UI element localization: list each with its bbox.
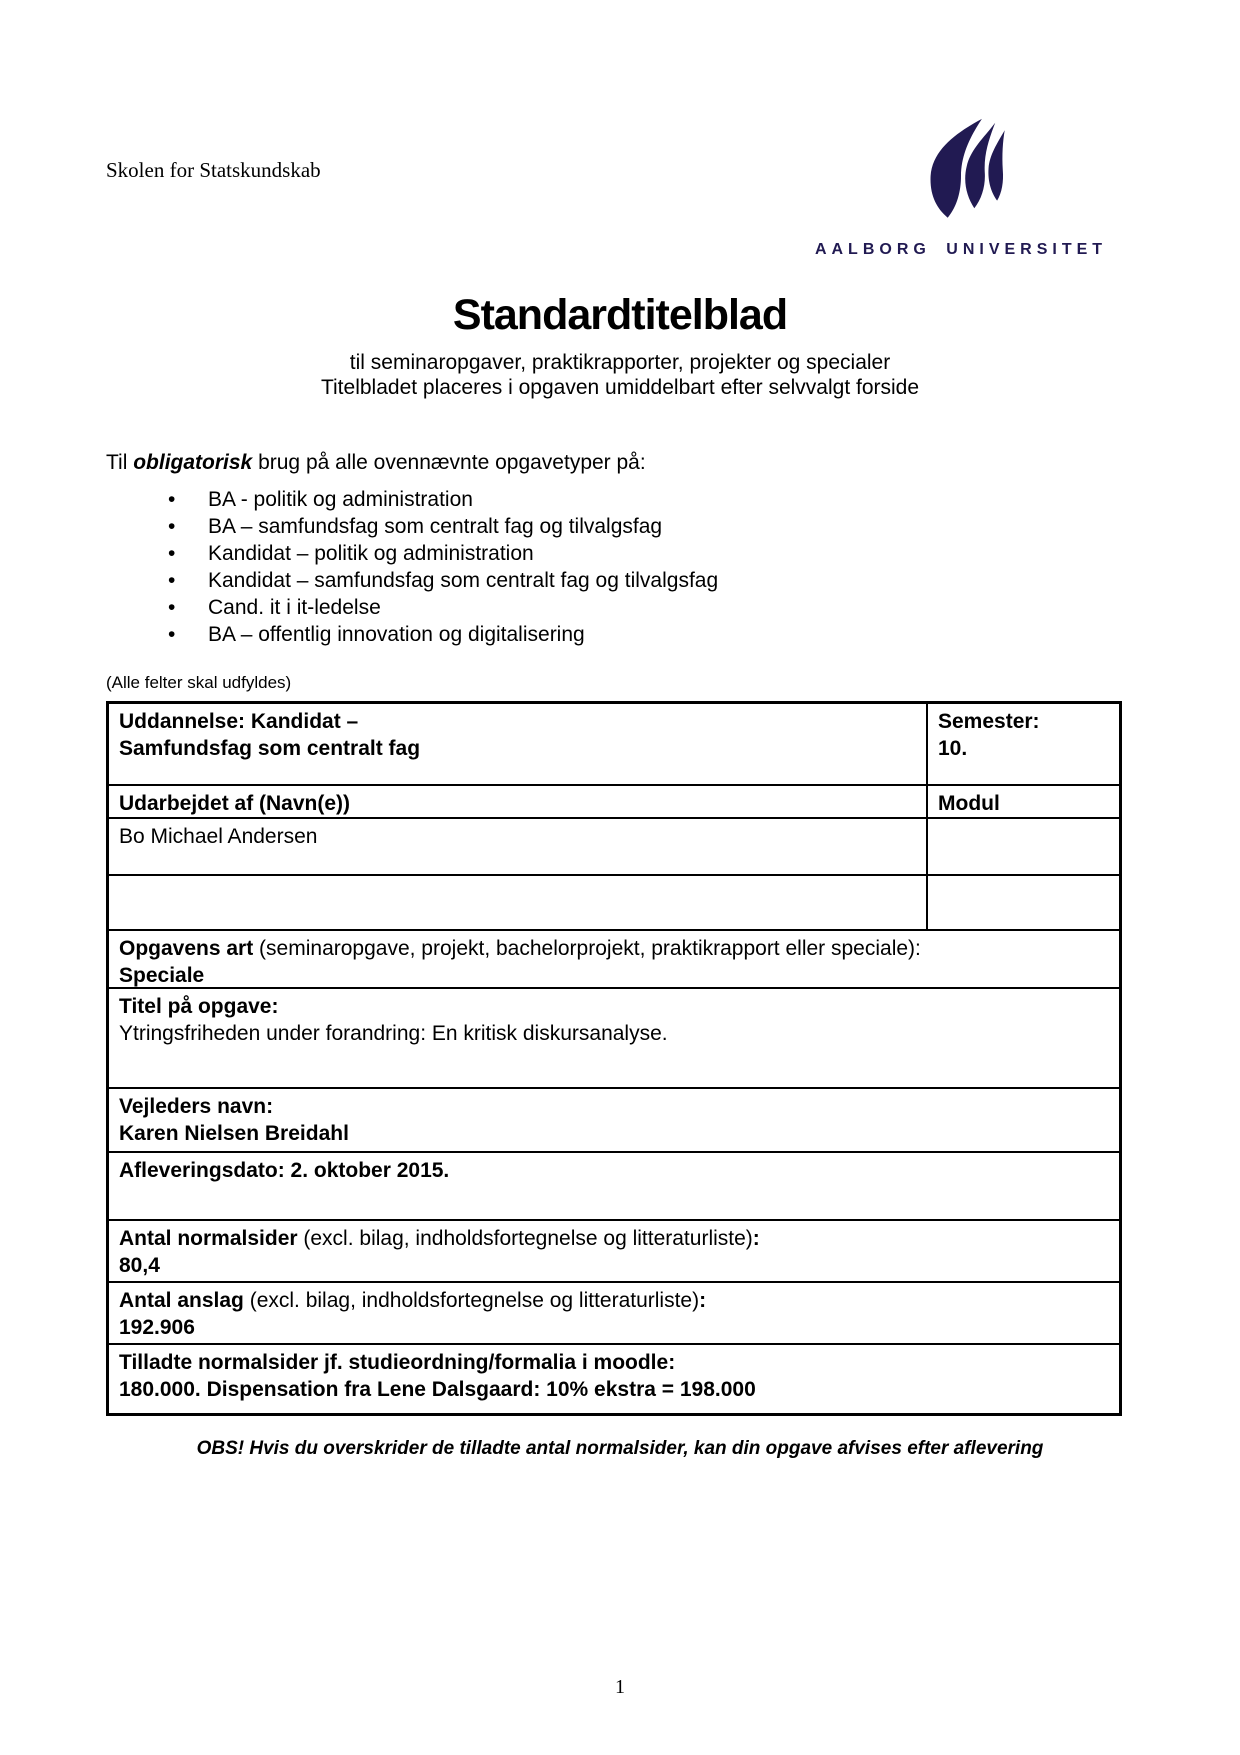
- semester-label: Semester:: [938, 710, 1040, 733]
- opgavens-art-cell: [109, 931, 1119, 987]
- antal-anslag-label: Antal anslag: [119, 1289, 244, 1312]
- intro-emphasis: obligatorisk: [133, 451, 253, 474]
- semester-value: 10.: [938, 737, 968, 760]
- opgavens-art-label-line: [119, 935, 1109, 962]
- intro-pre: Til: [106, 451, 134, 474]
- list-item: [168, 594, 718, 621]
- modul-value-empty: [928, 819, 1119, 874]
- university-brand-text: AALBORG UNIVERSITET: [814, 241, 1108, 258]
- table-row-tilladte-normalsider: [109, 1345, 1119, 1413]
- school-name: Skolen for Statskundskab: [106, 158, 321, 182]
- list-item-text: Kandidat – politik og administration: [208, 542, 534, 565]
- aau-swirl-logo-icon: [904, 114, 1018, 234]
- afleveringsdato-cell: Afleveringsdato: 2. oktober 2015.: [119, 1159, 450, 1182]
- uddannelse-cell: [109, 704, 928, 784]
- intro-post: brug på alle ovennævnte opgavetyper på:: [252, 451, 646, 474]
- titel-label: Titel på opgave:: [119, 995, 279, 1018]
- all-fields-note: (Alle felter skal udfyldes): [106, 673, 292, 692]
- author-name: Bo Michael Andersen: [109, 819, 928, 874]
- list-item-text: BA – offentlig innovation og digitalisering: [208, 623, 585, 646]
- table-row-afleveringsdato: [109, 1153, 1119, 1221]
- empty-left-cell: [109, 876, 928, 929]
- title-page-form-table: [106, 701, 1122, 1416]
- titel-value: Ytringsfriheden under forandring: En kritisk diskursanalyse.: [119, 1022, 668, 1045]
- page-number: 1: [615, 1676, 625, 1698]
- antal-normalsider-label: Antal normalsider: [119, 1227, 298, 1250]
- list-item-text: BA – samfundsfag som centralt fag og tilvalgsfag: [208, 515, 663, 538]
- intro-line: [106, 451, 646, 475]
- vejleder-value: Karen Nielsen Breidahl: [119, 1122, 349, 1145]
- antal-normalsider-paren: (excl. bilag, indholdsfortegnelse og litteraturliste): [297, 1227, 753, 1250]
- antal-anslag-label-line: [119, 1287, 1109, 1314]
- list-item: [168, 621, 718, 648]
- tilladte-normalsider-cell: [109, 1345, 1119, 1413]
- modul-label: Modul: [938, 792, 1000, 815]
- subtitle-line-2: Titelbladet placeres i opgaven umiddelbart efter selvvalgt forside: [320, 376, 920, 399]
- antal-normalsider-label-line: [119, 1225, 1109, 1252]
- page-warning: OBS! Hvis du overskrider de tilladte antal normalsider, kan din opgave afvises efter aflevering: [196, 1438, 1044, 1459]
- antal-anslag-paren: (excl. bilag, indholdsfortegnelse og litteraturliste): [243, 1289, 700, 1312]
- vejleder-cell: [109, 1089, 1119, 1151]
- udarbejdet-af-label: Udarbejdet af (Navn(e)): [109, 786, 928, 817]
- bullet-icon: •: [168, 515, 176, 538]
- table-row-udarbejdet-header: [109, 786, 1119, 819]
- programme-bullet-list: [168, 486, 718, 648]
- antal-anslag-value: 192.906: [119, 1316, 195, 1339]
- bullet-icon: •: [168, 569, 176, 592]
- table-row-vejleder: [109, 1089, 1119, 1153]
- page-title: Standardtitelblad: [452, 291, 788, 339]
- antal-normalsider-colon: :: [752, 1227, 760, 1250]
- list-item-text: BA - politik og administration: [208, 488, 473, 511]
- list-item: [168, 486, 718, 513]
- subtitle-line-1: til seminaropgaver, praktikrapporter, projekter og specialer: [349, 351, 891, 374]
- bullet-icon: •: [168, 596, 176, 619]
- table-row-antal-anslag: [109, 1283, 1119, 1345]
- tilladte-normalsider-value: 180.000. Dispensation fra Lene Dalsgaard: 10% ekstra = 198.000: [119, 1378, 756, 1401]
- table-row-antal-normalsider: [109, 1221, 1119, 1283]
- table-row-empty: [109, 876, 1119, 931]
- antal-anslag-colon: :: [699, 1289, 707, 1312]
- opgavens-art-value: Speciale: [119, 964, 205, 987]
- bullet-icon: •: [168, 623, 176, 646]
- table-row-titel: [109, 989, 1119, 1089]
- antal-normalsider-cell: [109, 1221, 1119, 1281]
- tilladte-normalsider-label: Tilladte normalsider jf. studieordning/formalia i moodle:: [119, 1351, 676, 1374]
- table-row-author: [109, 819, 1119, 876]
- list-item: [168, 540, 718, 567]
- semester-cell: [928, 704, 1119, 784]
- uddannelse-line-2: Samfundsfag som centralt fag: [119, 737, 421, 760]
- list-item-text: Cand. it i it-ledelse: [208, 596, 381, 619]
- table-row-opgavens-art: [109, 931, 1119, 989]
- vejleder-label: Vejleders navn:: [119, 1095, 274, 1118]
- antal-normalsider-value: 80,4: [119, 1254, 160, 1277]
- list-item: [168, 513, 718, 540]
- empty-right-cell: [928, 876, 1119, 929]
- bullet-icon: •: [168, 488, 176, 511]
- uddannelse-line-1: Uddannelse: Kandidat –: [119, 710, 359, 733]
- bullet-icon: •: [168, 542, 176, 565]
- opgavens-art-label: Opgavens art: [119, 937, 254, 960]
- university-logo: [811, 114, 1111, 259]
- titel-cell: [109, 989, 1119, 1087]
- antal-anslag-cell: [109, 1283, 1119, 1343]
- opgavens-art-paren: (seminaropgave, projekt, bachelorprojekt, praktikrapport eller speciale):: [253, 937, 921, 960]
- list-item-text: Kandidat – samfundsfag som centralt fag og tilvalgsfag: [208, 569, 719, 592]
- table-row-uddannelse: [109, 704, 1119, 786]
- list-item: [168, 567, 718, 594]
